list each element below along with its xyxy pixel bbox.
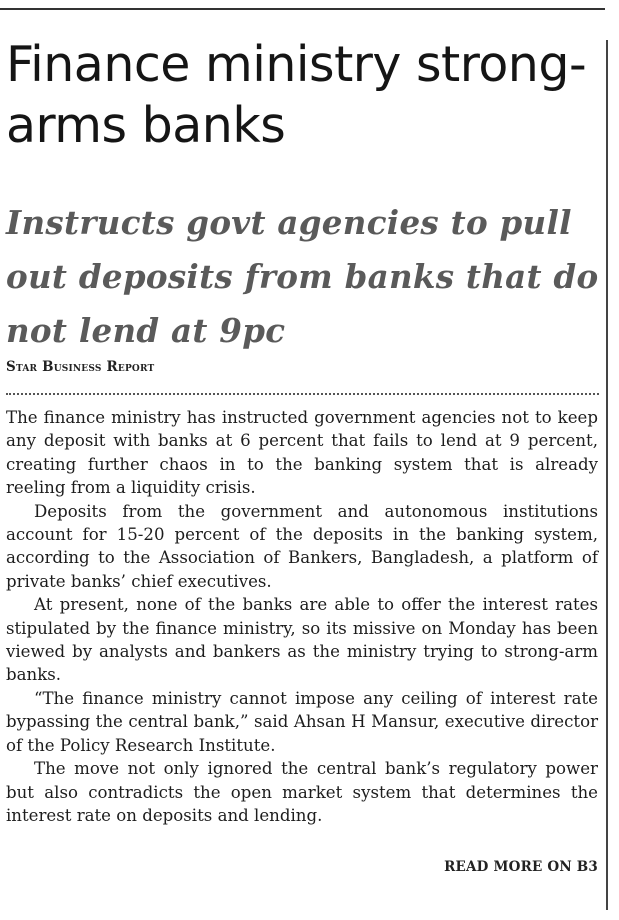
- top-rule: [0, 8, 605, 10]
- read-more-link[interactable]: READ MORE ON B3: [444, 859, 598, 875]
- column-rule: [606, 40, 608, 910]
- paragraph-5: The move not only ignored the central bank’s regulatory power but also contradicts the open market system that determines the interest rate on deposits and lending.: [6, 759, 598, 825]
- paragraph-2: Deposits from the government and autonomous institutions account for 15-20 percent of the deposits in the banking system, according to the Association of Bankers, Bangladesh, a platform of private banks’ chief executives.: [6, 501, 598, 591]
- byline: Star Business Report: [6, 359, 155, 375]
- subheadline: Instructs govt agencies to pull out deposits from banks that do not lend at 9pc: [6, 203, 599, 350]
- dotted-divider: [6, 393, 599, 395]
- headline: Finance ministry strong-arms banks: [6, 36, 587, 154]
- paragraph-4: “The finance ministry cannot impose any ceiling of interest rate bypassing the central bank,” said Ahsan H Mansur, executive director of the Policy Research Institute.: [6, 688, 598, 755]
- article-body: [6, 406, 598, 827]
- paragraph-3: At present, none of the banks are able to offer the interest rates stipulated by the finance ministry, so its missive on Monday has been viewed by analysts and bankers as the ministry trying to strong-arm banks.: [6, 595, 598, 685]
- paragraph-1: The finance ministry has instructed government agencies not to keep any deposit with banks at 6 percent that fails to lend at 9 percent, creating further chaos in to the banking system that is already reeling from a liquidity crisis.: [6, 408, 598, 498]
